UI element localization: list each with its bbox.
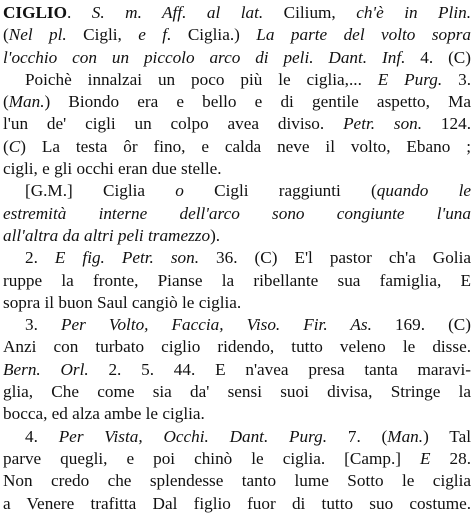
- entry-line-5: [3, 91, 471, 113]
- text-run: 36. (C) E'l pastor ch'a Golia: [199, 248, 471, 268]
- text-run: (: [3, 25, 9, 45]
- text-run: Cigli,: [66, 25, 139, 45]
- text-run: Petr. son.: [343, 114, 423, 134]
- text-run: 2.: [25, 248, 55, 268]
- text-run: Bern. Orl.: [3, 359, 89, 379]
- entry-line-22: [3, 470, 471, 492]
- text-run: Poichè innalzai un poco più le ciglia,...: [25, 69, 378, 89]
- entry-line-16: [3, 336, 471, 358]
- entry-line-11: [3, 225, 471, 247]
- text-run: Per Vista, Occhi. Dant. Purg.: [58, 426, 328, 446]
- entry-line-20: [3, 426, 471, 448]
- text-run: quando le: [376, 181, 471, 201]
- entry-line-2: [3, 24, 471, 46]
- text-run: CIGLIO: [3, 3, 67, 22]
- text-run: Cigli raggiunti (: [183, 181, 377, 201]
- entry-line-14: [3, 292, 471, 314]
- text-run: 4.: [25, 426, 59, 446]
- text-run: ) La testa ôr fino, e calda neve il volto, Ebano ;: [20, 136, 471, 156]
- text-run: o: [175, 181, 184, 201]
- text-run: S. m. Aff. al lat.: [91, 3, 264, 22]
- text-run: ) Tal: [423, 426, 471, 446]
- entry-line-19: [3, 403, 471, 425]
- text-run: Man.: [8, 92, 45, 112]
- text-run: ch'è in Plin.: [356, 3, 471, 22]
- entry-line-12: [3, 247, 471, 269]
- text-run: La parte del volto sopra: [256, 25, 471, 45]
- text-run: Per Volto, Faccia, Viso. Fir. As.: [60, 315, 372, 335]
- text-run: 3.: [25, 315, 61, 335]
- text-run: C: [8, 136, 21, 156]
- text-run: E Purg.: [377, 69, 443, 89]
- text-run: 2. 5. 44. E n'avea presa tanta maravi-: [88, 359, 471, 379]
- entry-line-6: [3, 113, 471, 135]
- entry-line-8: [3, 158, 471, 180]
- text-run: a Venere trafitta Dal figlio fuor di tutto suo costume.: [3, 493, 471, 513]
- entry-line-4: [3, 69, 471, 91]
- text-run: 3.: [442, 69, 471, 89]
- entry-line-13: [3, 270, 471, 292]
- entry-line-21: [3, 448, 471, 470]
- text-run: Anzi con turbato ciglio ridendo, tutto veleno le disse.: [3, 337, 471, 357]
- text-run: .: [67, 3, 92, 22]
- entry-line-1: [3, 2, 471, 24]
- text-run: cigli, e gli occhi eran due stelle.: [3, 159, 222, 179]
- text-run: Non credo che splendesse tanto lume Sotto le ciglia: [3, 471, 471, 491]
- text-run: l'un de' cigli un colpo avea diviso.: [3, 114, 344, 134]
- text-run: [G.M.] Ciglia: [25, 181, 176, 201]
- text-run: Ciglia.): [171, 25, 257, 45]
- text-run: 124.: [422, 114, 471, 134]
- text-run: 169. (C): [371, 315, 471, 335]
- text-run: bocca, ed alza ambe le ciglia.: [3, 404, 205, 424]
- text-run: sopra il buon Saul cangiò le ciglia.: [3, 292, 242, 312]
- text-run: Nel pl.: [8, 25, 67, 45]
- text-run: 4. (C): [405, 47, 471, 67]
- entry-line-18: [3, 381, 471, 403]
- text-run: e f.: [138, 25, 172, 45]
- text-run: Cilium,: [263, 3, 357, 22]
- entry-line-23: [3, 493, 471, 515]
- text-run: 28.: [430, 448, 471, 468]
- dictionary-entry: [3, 2, 471, 515]
- text-run: (: [3, 136, 9, 156]
- entry-line-17: [3, 359, 471, 381]
- entry-line-7: [3, 136, 471, 158]
- text-run: l'occhio con un piccolo arco di peli. Dant. Inf.: [3, 47, 406, 67]
- text-run: estremità interne dell'arco sono congiunte l'una: [3, 203, 471, 223]
- text-run: E fig. Petr. son.: [54, 248, 200, 268]
- text-run: glia, Che come sia da' sensi suoi divisa, Stringe la: [3, 382, 471, 402]
- entry-line-15: [3, 314, 471, 336]
- text-run: ) Biondo era e bello e di gentile aspetto, Ma: [44, 92, 471, 112]
- text-run: 7. (: [327, 426, 388, 446]
- entry-line-9: [3, 180, 471, 202]
- text-run: ruppe la fronte, Pianse la ribellante sua famiglia, E: [3, 270, 471, 290]
- text-run: Man.: [387, 426, 424, 446]
- text-run: parve quegli, e poi chinò le ciglia. [Camp.]: [3, 448, 420, 468]
- text-run: all'altra da altri peli tramezzo: [3, 225, 211, 245]
- entry-line-3: [3, 47, 471, 69]
- entry-line-10: [3, 203, 471, 225]
- text-run: E: [420, 448, 431, 468]
- text-run: ).: [210, 225, 221, 245]
- text-run: (: [3, 92, 9, 112]
